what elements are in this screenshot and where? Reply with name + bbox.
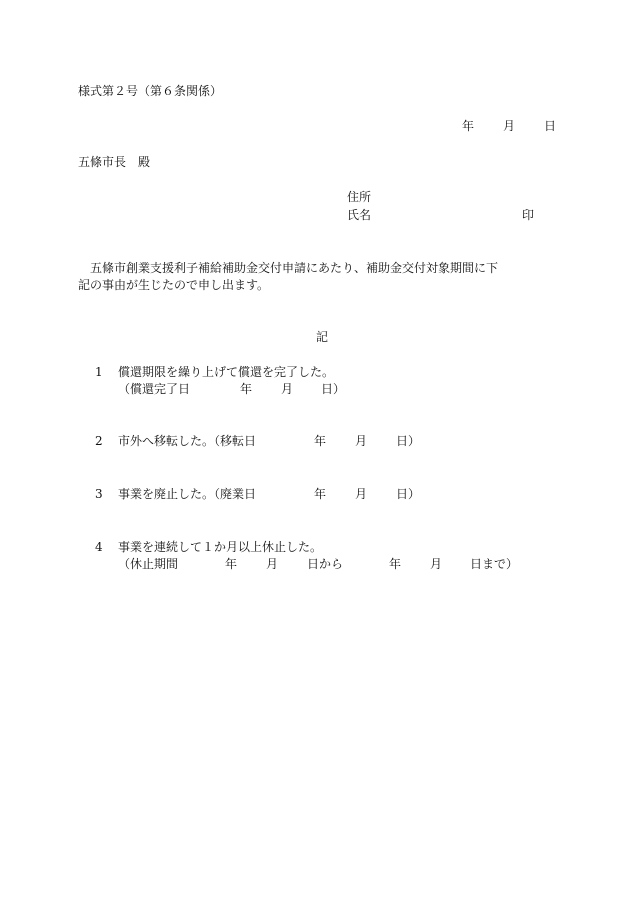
item-3-text: 事業を廃止した。（廃業日 (118, 487, 257, 501)
body-line-1: 五條市創業支援利子補給補助金交付申請にあたり、補助金交付対象期間に下 (90, 261, 499, 275)
item-4-sub-day-to: 日まで） (470, 557, 519, 571)
item-3-day: 日） (396, 487, 421, 501)
date-month: 月 (503, 119, 516, 133)
item-2-number: 2 (95, 434, 103, 448)
item-4-sub-day-from: 日から (307, 557, 344, 571)
item-4-sub-year-from: 年 (225, 557, 238, 571)
item-2-year: 年 (314, 434, 327, 448)
form-label: 様式第２号（第６条関係） (78, 84, 223, 98)
name-label: 氏名 (347, 208, 372, 222)
item-3-year: 年 (314, 487, 327, 501)
seal-mark: 印 (522, 208, 535, 222)
address-label: 住所 (347, 190, 372, 204)
item-1-sub-day: 日） (321, 382, 346, 396)
item-3-number: 3 (95, 487, 103, 501)
item-4-sub-month-to: 月 (430, 557, 443, 571)
item-1-number: 1 (95, 365, 103, 379)
date-year: 年 (462, 119, 475, 133)
addressee: 五條市長 殿 (78, 155, 151, 169)
body-line-2: 記の事由が生じたので申し出ます。 (78, 278, 270, 292)
item-2-month: 月 (355, 434, 368, 448)
item-1-sub-year: 年 (240, 382, 253, 396)
item-1-sub-month: 月 (281, 382, 294, 396)
item-2-text: 市外へ移転した。（移転日 (118, 434, 257, 448)
item-4-text: 事業を連続して１か月以上休止した。 (118, 540, 323, 554)
ki-heading: 記 (316, 330, 329, 344)
date-day: 日 (544, 119, 557, 133)
item-1-text: 償還期限を繰り上げて償還を完了した。 (118, 365, 335, 379)
item-1-sub-open: （償還完了日 (118, 382, 191, 396)
item-4-sub-year-to: 年 (389, 557, 402, 571)
item-4-number: 4 (95, 540, 103, 554)
item-4-sub-month-from: 月 (266, 557, 279, 571)
item-3-month: 月 (355, 487, 368, 501)
item-4-sub-open: （休止期間 (118, 557, 179, 571)
item-2-day: 日） (396, 434, 421, 448)
